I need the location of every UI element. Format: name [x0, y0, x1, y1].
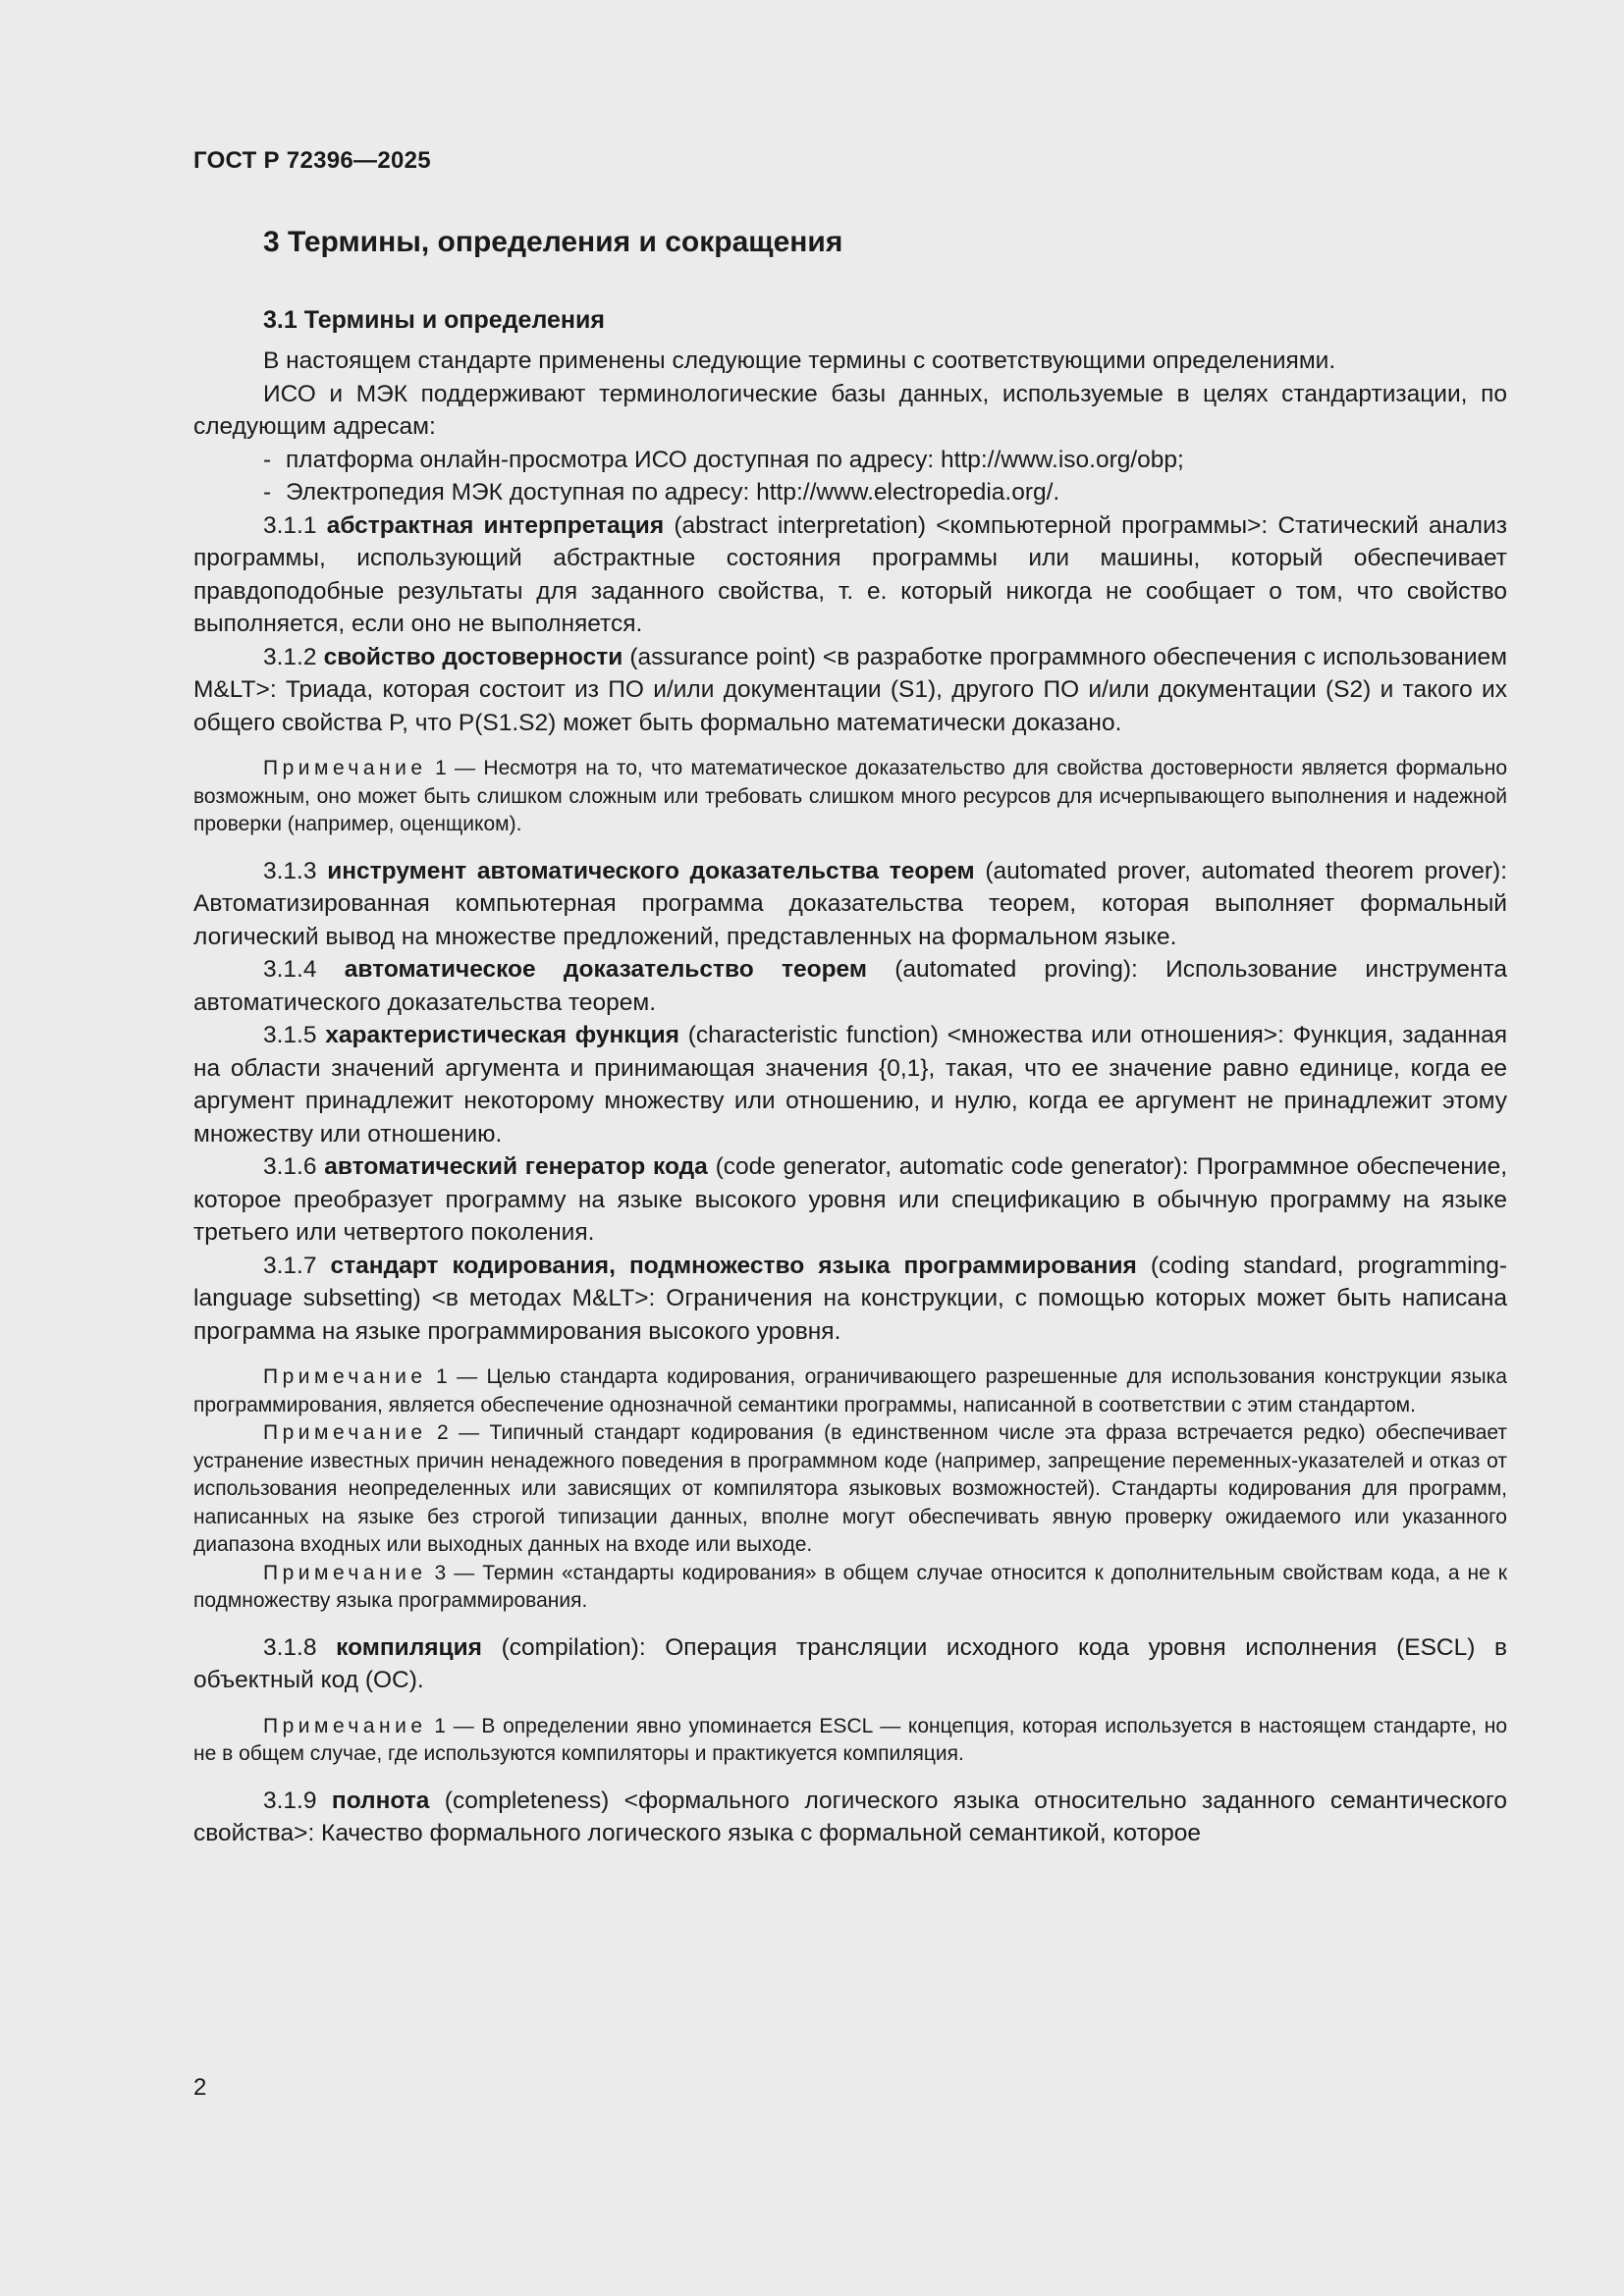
note-label: Примечание: [263, 1561, 427, 1584]
note-text: — Несмотря на то, что математическое доказательство для свойства достоверности является формально возможным, оно может быть слишком сложным или требовать слишком много ресурсов для исчерпывающего выполнения и надежной проверки (например, оценщиком).: [193, 757, 1508, 835]
term-name: компиляция: [336, 1633, 482, 1661]
note-text: — В определении явно упоминается ESCL — концепция, которая используется в настоящем стандарте, но не в общем случае, где используются компиляторы и практикуется компиляция.: [193, 1714, 1508, 1765]
term-number: 3.1.3: [263, 857, 317, 884]
term-definition: (automated prover, automated theorem prover): Автоматизированная компьютерная программа доказательства теорем, которая выполняет формальный логический вывод на множестве предложений, представленных на формальном языке.: [193, 857, 1507, 950]
term-entry: [193, 1150, 1507, 1250]
term-entry: [193, 953, 1507, 1019]
term-number: 3.1.2: [263, 643, 317, 670]
list-dash: -: [263, 446, 272, 473]
notes-block: [193, 1363, 1507, 1616]
term-definition: (completeness) <формального логического языка относительно заданного семантического свойства>: Качество формального логического языка с формальной семантикой, которое: [193, 1787, 1507, 1846]
list-item: [193, 444, 1507, 477]
term-entry: [193, 1019, 1507, 1150]
list-item-text: Электропедия МЭК доступная по адресу: http://www.electropedia.org/.: [286, 479, 1060, 506]
term-name: стандарт кодирования, подмножество языка программирования: [330, 1252, 1137, 1279]
note: [193, 1713, 1507, 1769]
note-number: 1: [435, 1365, 448, 1388]
note: [193, 1560, 1507, 1616]
term-number: 3.1.4: [263, 956, 317, 983]
term-name: абстрактная интерпретация: [326, 511, 665, 539]
page-number: 2: [193, 2074, 207, 2101]
term-definition: (automated proving): Использование инструмента автоматического доказательства теорем.: [193, 956, 1508, 1016]
term-number: 3.1.8: [263, 1633, 317, 1661]
note: [193, 755, 1507, 839]
list-item: [193, 476, 1507, 509]
note: [193, 1363, 1507, 1419]
note-text: — Типичный стандарт кодирования (в единственном числе эта фраза встречается редко) обеспечивает устранение известных причин ненадежного поведения в программном коде (например, запрещение переменных-указателей и отказ от использования неопределенных или зависящих от компилятора языковых возможностей). Стандарты кодирования для программ, написанных на языке без строгой типизации данных, вполне могут обеспечивать явную проверку ожидаемого или указанного диапазона входных или выходных данных на входе или выходе.: [193, 1421, 1507, 1556]
notes-block: [193, 1713, 1507, 1769]
note: [193, 1419, 1507, 1560]
term-definition: (code generator, automatic code generator): Программное обеспечение, которое преобразует программу на языке высокого уровня или спецификацию в обычную программу на языке третьего или четвертого поколения.: [193, 1153, 1508, 1246]
term-entry: [193, 1785, 1507, 1850]
term-entry: [193, 641, 1507, 740]
list-dash: -: [263, 479, 272, 506]
term-entry: [193, 509, 1507, 641]
note-number: 1: [434, 1714, 446, 1737]
term-name: автоматическое доказательство теорем: [344, 956, 867, 983]
term-definition: (assurance point) <в разработке программного обеспечения с использованием M&LT>: Триада, которая состоит из ПО и/или документации (S1), другого ПО и/или документации (S2) и такого их общего свойства P, что P(S1.S2) может быть формально математически доказано.: [193, 643, 1507, 736]
notes-block: [193, 755, 1507, 839]
section-title: 3 Термины, определения и сокращения: [263, 226, 843, 258]
note-number: 3: [434, 1561, 447, 1584]
term-number: 3.1.1: [263, 511, 317, 539]
term-name: характеристическая функция: [325, 1022, 679, 1048]
term-number: 3.1.9: [263, 1787, 317, 1814]
intro-paragraph: В настоящем стандарте применены следующие термины с соответствующими определениями.: [263, 347, 1336, 374]
term-definition: (abstract interpretation) <компьютерной программы>: Статический анализ программы, использующий абстрактные состояния программы или машины, который обеспечивает правдоподобные результаты для заданного свойства, т. е. который никогда не сообщает о том, что свойство выполняется, если оно не выполняется.: [193, 511, 1508, 637]
list-item-text: платформа онлайн-просмотра ИСО доступная по адресу: http://www.iso.org/obp;: [286, 446, 1184, 473]
note-text: — Термин «стандарты кодирования» в общем случае относится к дополнительным свойствам кода, а не к подмножеству языка программирования.: [193, 1561, 1507, 1612]
intro-paragraph: ИСО и МЭК поддерживают терминологические базы данных, используемые в целях стандартизации, по следующим адресам:: [193, 380, 1507, 440]
term-number: 3.1.5: [263, 1022, 317, 1048]
term-entry: [193, 855, 1507, 954]
term-name: инструмент автоматического доказательства теорем: [327, 857, 975, 884]
note-number: 2: [437, 1421, 449, 1444]
term-name: автоматический генератор кода: [324, 1153, 708, 1180]
term-name: свойство достоверности: [323, 643, 623, 670]
subsection-title: 3.1 Термины и определения: [263, 306, 605, 334]
note-label: Примечание: [263, 1421, 427, 1444]
page-content: [193, 306, 1507, 1850]
term-definition: (characteristic function) <множества или отношения>: Функция, заданная на области значений аргумента и принимающая значения {0,1}, такая, что ее значение равно единице, когда ее аргумент принадлежит некоторому множеству или отношению, и нулю, когда ее аргумент не принадлежит этому множеству или отношению.: [193, 1022, 1507, 1148]
standard-header: ГОСТ Р 72396—2025: [193, 147, 431, 174]
term-definition: (compilation): Операция трансляции исходного кода уровня исполнения (ESCL) в объектный код (ОС).: [193, 1633, 1508, 1693]
term-number: 3.1.7: [263, 1252, 317, 1279]
note-text: — Целью стандарта кодирования, ограничивающего разрешенные для использования конструкции языка программирования, является обеспечение однозначной семантики программы, написанной в соответствии с этим стандартом.: [193, 1365, 1507, 1416]
note-label: Примечание: [263, 1714, 427, 1737]
note-label: Примечание: [263, 757, 427, 779]
term-name: полнота: [331, 1787, 430, 1814]
note-label: Примечание: [263, 1365, 427, 1388]
term-entry: [193, 1631, 1507, 1697]
term-entry: [193, 1250, 1507, 1349]
term-definition: (coding standard, programming-language subsetting) <в методах M&LT>: Ограничения на конструкции, с помощью которых может быть написана программа на языке программирования высокого уровня.: [193, 1252, 1507, 1345]
note-number: 1: [434, 757, 447, 779]
term-number: 3.1.6: [263, 1153, 317, 1180]
